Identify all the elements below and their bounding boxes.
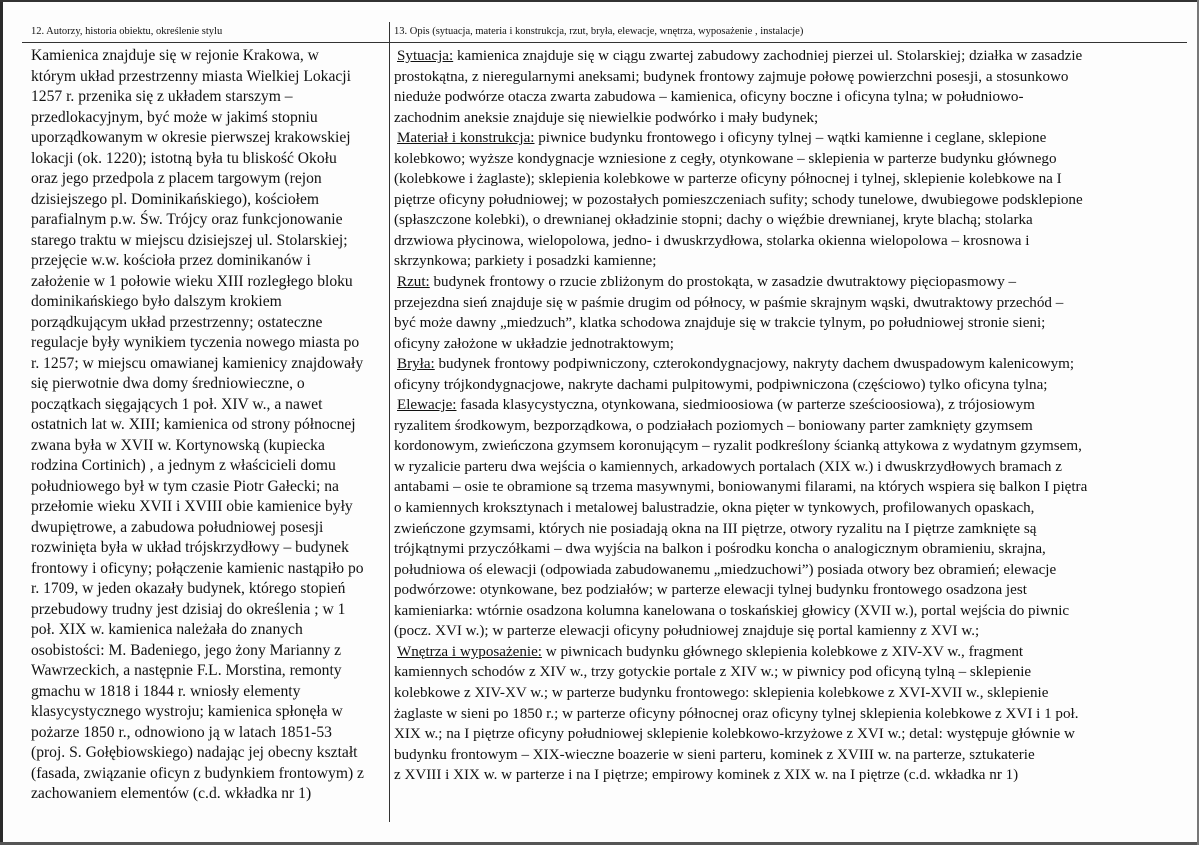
history-text-line: ostatnich lat w. XIII; kamienica od strony północnej: [31, 416, 356, 433]
description-text-line: [394, 149, 1184, 170]
description-text-line: [394, 745, 1184, 766]
description-text: z XVIII i XIX w. w parterze i na I piętrze; empirowy kominek z XIX w. na I piętrze (c.d. wkładka nr 1): [394, 767, 1019, 784]
history-text-line: starego traktu w miejscu dzisiejszej ul. Stolarskiej;: [31, 231, 348, 249]
history-text-line: dwupiętrowe, a zabudowa południowej posesji: [31, 518, 324, 536]
description-text: kamienica znajduje się w ciągu zwartej zabudowy zachodniej pierzei ul. Stolarskiej; działka w zasadzie: [453, 48, 1083, 64]
description-text-line: [394, 580, 1184, 601]
description-text-line: [394, 46, 1184, 67]
section-13-heading: 13. Opis (sytuacja, materia i konstrukcja, rzut, bryła, elewacje, wnętrza, wyposażenie , instalacje): [394, 26, 804, 37]
description-text-line: [394, 67, 1184, 88]
description-text-line: [394, 498, 1184, 519]
description-text: kordonowym, zwieńczona gzymsem koronującym – ryzalit podkreślony ścianką attykowa z wydatnym gzymsem,: [394, 438, 1082, 455]
description-text-line: [394, 683, 1184, 704]
description-text: przejezdna sień znajduje się w paśmie drugim od północy, w paśmie skrajnym wąski, dwutraktowy przechód –: [394, 294, 1064, 311]
description-text-line: [394, 108, 1184, 129]
scan-edge-left: [0, 0, 3, 845]
history-text-line: porządkującym układ przestrzenny; ostateczne: [31, 313, 323, 331]
history-text-line: klasycystycznego wystroju; kamienica spłonęła w: [31, 703, 343, 720]
history-text-line: parafialnym p.w. Św. Trójcy oraz funkcjonowanie: [31, 211, 343, 228]
description-text: oficyny trójkondygnacjowe, nakryte dachami pulpitowymi, podpiwniczona (częściowo) tylko oficyna tylna;: [394, 376, 1048, 393]
description-text: kolebkowo; wyższe kondygnacje wzniesione z cegły, otynkowane – sklepienia w parterze budynku głównego: [394, 150, 1057, 167]
history-text-line: południowego był w tym czasie Piotr Gałecki; na: [31, 477, 339, 495]
description-text: nieduże podwórze otacza zwarta zabudowa – kamienica, oficyny boczne i oficyna tylna; w południowo-: [394, 89, 1024, 106]
history-text-line: dzisiejszego pl. Dominikańskiego), kościołem: [31, 190, 319, 208]
history-text-line: poł. XIX w. kamienica należała do znanych: [31, 621, 303, 638]
description-text: (pocz. XVI w.); w parterze elewacji oficyny południowej znajduje się portal kamienny z XVI w.;: [394, 623, 980, 640]
history-text-line: (proj. S. Gołębiowskiego) nadając jej obecny kształt: [31, 744, 358, 761]
description-text-line: [394, 642, 1184, 663]
history-text-line: frontowy i oficyny; połączenie kamienic nastąpiło po: [31, 559, 364, 577]
history-text-line: 1257 r. przenika się z układem starszym –: [31, 88, 293, 105]
history-text-line: przedlokacyjnym, być może w jakimś stopniu: [31, 108, 318, 126]
description-text: w piwnicach budynku głównego sklepienia kolebkowe z XIV-XV w., fragment: [542, 643, 1024, 660]
history-text-line: Kamienica znajduje się w rejonie Krakowa, w: [31, 47, 319, 64]
header-divider: [22, 42, 1187, 43]
description-text: ryzalitem środkowym, bezporządkowa, o podziałach poziomych – boniowany parter zamknięty gzymsem: [394, 417, 1033, 434]
description-text-line: [394, 334, 1184, 355]
scan-edge-top: [0, 0, 1199, 2]
description-text: budynek frontowy o rzucie zbliżonym do prostokąta, w zasadzie dwutraktowy pięciopasmowy –: [429, 274, 1017, 291]
description-text-line: [394, 375, 1184, 396]
description-text-line: [394, 724, 1184, 745]
description-text-line: [394, 436, 1184, 457]
history-text-line: rodzina Cortinich) , a jednym z właścicieli domu: [31, 457, 336, 474]
description-text: trójkątnymi przyczółkami – dwa wyjścia na balkon i pośrodku koncha o analogicznym obramieniu, skrajna,: [394, 541, 1046, 558]
history-text-line: zwana była w XVII w. Kortynowską (kupiecka: [31, 436, 325, 454]
description-text-line: [394, 354, 1184, 375]
section-label: Wnętrza i wyposażenie:: [397, 643, 542, 660]
description-text-line: [394, 210, 1184, 231]
description-text: kamieniarka: wtórnie osadzona kolumna kanelowana o toskańskiej głowicy (XVII w.), portal wejścia do piwnic: [394, 602, 1070, 619]
history-text-line: osobistości: M. Badeniego, jego żony Marianny z: [31, 641, 342, 659]
description-text-line: [394, 231, 1184, 252]
description-text: (kolebkowe i żaglaste); sklepienia kolebkowe w parterze oficyny północnej i tylnej, sklepienie kolebkowe na I: [394, 171, 1062, 188]
description-text: XIX w.; na I piętrze oficyny południowej sklepienie kolebkowo-krzyżowe z XVI w.; detal: występuje głównie w: [394, 726, 1075, 743]
description-text-line: [394, 87, 1184, 108]
description-text: być może dawny „miedzuch”, klatka schodowa znajduje się w trakcie tylnym, po południowej stronie sieni;: [394, 315, 1046, 332]
description-text-line: [394, 169, 1184, 190]
description-text-line: [394, 293, 1184, 314]
description-text: w ryzalicie parteru dwa wejścia o kamiennych, arkadowych portalach (XIX w.) i dwuskrzydłowych bramach z: [394, 458, 1062, 475]
history-text-line: przełomie wieku XVII i XVIII obie kamienice były: [31, 498, 353, 515]
history-text-line: oraz jego przedpola z placem targowym (rejon: [31, 170, 322, 187]
description-text: zwieńczone gzymsami, których nie posiadają okna na III piętrze, otwory ryzalitu na I piętrze zamknięte są: [394, 520, 1037, 537]
history-text-line: pożarze 1850 r., odnowiono ją w latach 1851-53: [31, 723, 332, 741]
history-text-line: uporządkowanym w okresie pierwszej krakowskiej: [31, 129, 351, 146]
description-text-line: [394, 416, 1184, 437]
column-divider: [389, 22, 390, 822]
description-text-line: [394, 457, 1184, 478]
history-text-line: którym układ przestrzenny miasta Wielkiej Lokacji: [31, 67, 351, 85]
history-text-line: się pierwotnie dwa domy średniowieczne, o: [31, 375, 305, 392]
description-text: fasada klasycystyczna, otynkowana, siedmioosiowa (w parterze sześcioosiowa), z trójosiowym: [456, 397, 1035, 414]
description-text-line: [394, 251, 1184, 272]
history-text-line: Wawrzeckich, a następnie F.L. Morstina, remonty: [31, 662, 342, 679]
description-column: [394, 46, 1184, 786]
description-text-line: [394, 662, 1184, 683]
description-text: antabami – osie te obramione są trzema masywnymi, boniowanymi filarami, na których wspiera się balkon I piętra: [394, 479, 1088, 496]
description-text: oficyny założone w układzie jednotraktowym;: [394, 335, 674, 352]
history-text-line: regulacje były wynikiem tyczenia nowego miasta po: [31, 334, 360, 351]
description-text: południowa oś elewacji (odpowiada zabudowanemu „miedzuchowi”) posiada otwory bez obramień; elewacje: [394, 561, 1057, 578]
description-text-line: [394, 621, 1184, 642]
history-text-line: r. 1257; w miejscu omawianej kamienicy znajdowały: [31, 354, 364, 372]
description-text: zachodnim aneksie znajduje się niewielkie podwórko i mały budynek;: [394, 109, 819, 126]
description-text-line: [394, 560, 1184, 581]
history-text-line: zachowaniem elementów (c.d. wkładka nr 1): [31, 785, 312, 802]
description-text-line: [394, 519, 1184, 540]
description-text-line: [394, 395, 1184, 416]
description-text: budynek frontowy podpiwniczony, czterokondygnacjowy, nakryty dachem dwuspadowym kalenicowym;: [434, 356, 1075, 373]
description-text: skrzynkowa; parkiety i posadzki kamienne;: [394, 253, 657, 270]
description-text: podwórzowe: otynkowane, bez podziałów; w parterze elewacji tylnej budynku frontowego osadzona jest: [394, 582, 1027, 599]
section-label: Sytuacja:: [397, 48, 454, 64]
history-text-line: dominikańskiego było dalszym krokiem: [31, 293, 282, 310]
description-text-line: [394, 272, 1184, 293]
description-text-line: [394, 601, 1184, 622]
section-label: Elewacje:: [397, 397, 457, 414]
history-text-line: przebudowy trudny jest dzisiaj do określenia ; w 1: [31, 600, 346, 618]
description-text: o kamiennych kroksztynach i metalowej balustradzie, okna pięter w tynkowych, profilowanych opaskach,: [394, 500, 1035, 517]
history-text-line: przejęcie w.w. kościoła przez dominikanów i: [31, 252, 311, 269]
description-text-line: [394, 765, 1184, 786]
description-text-line: [394, 477, 1184, 498]
description-text: prostokątna, z nieregularnymi aneksami; budynek frontowy zajmuje połowę powierzchni posesji, a stosunkowo: [394, 68, 1069, 85]
description-text-line: [394, 313, 1184, 334]
description-text-line: [394, 704, 1184, 725]
history-text-line: (fasada, związanie oficyn z budynkiem frontowym) z: [31, 764, 364, 782]
description-text-line: [394, 539, 1184, 560]
history-text-line: r. 1709, w jeden okazały budynek, którego stopień: [31, 580, 346, 597]
history-text-line: rozwinięta była w układ trójskrzydłowy – budynek: [31, 539, 349, 556]
description-text-line: [394, 128, 1184, 149]
history-text-line: założenie w 1 połowie wieku XIII rozległego bloku: [31, 272, 353, 290]
description-text-line: [394, 190, 1184, 211]
description-text: piwnice budynku frontowego i oficyny tylnej – wątki kamienne i ceglane, sklepione: [534, 130, 1047, 147]
description-text: drzwiowa płycinowa, wielopolowa, jedno- i dwuskrzydłowa, stolarka okienna wielopolowa – krosnowa i: [394, 232, 1030, 249]
description-text: kamiennych schodów z XIV w., trzy gotyckie portale z XIV w.; w piwnicy pod oficyną tylną – sklepienie: [394, 664, 1032, 681]
history-text-line: początkach sięgających 1 poł. XIV w., a nawet: [31, 395, 323, 413]
description-text: (spłaszczone kolebki), o drewnianej okładzinie stopni; dachy o więźbie drewnianej, kryte blachą; stolarka: [394, 212, 1033, 229]
description-text: piętrze oficyny południowej; w pozostałych pomieszczeniach sufity; schody tunelowe, dwubiegowe podsklepione: [394, 191, 1083, 208]
history-text-line: gmachu w 1818 i 1844 r. wniosły elementy: [31, 682, 301, 700]
description-text: kolebkowe z XIV-XV w.; w parterze budynku frontowego: sklepienia kolebkowe z XVI-XVII w., sklepienie: [394, 684, 1049, 701]
description-text: budynku frontowym – XIX-wieczne boazerie w sieni parteru, kominek z XVIII w. na parterze, sztukaterie: [394, 746, 1035, 763]
description-text: żaglaste w sieni po 1850 r.; w parterze oficyny północnej oraz oficyny tylnej sklepienia kolebkowe z XVI i 1 poł.: [394, 705, 1079, 722]
history-column: [31, 46, 387, 805]
section-label: Materiał i konstrukcja:: [397, 130, 535, 147]
section-label: Rzut:: [397, 274, 430, 291]
section-label: Bryła:: [397, 356, 435, 373]
section-12-heading: 12. Autorzy, historia obiektu, określenie stylu: [31, 26, 223, 37]
history-text-line: lokacji (ok. 1220); istotną była tu bliskość Okołu: [31, 149, 337, 167]
